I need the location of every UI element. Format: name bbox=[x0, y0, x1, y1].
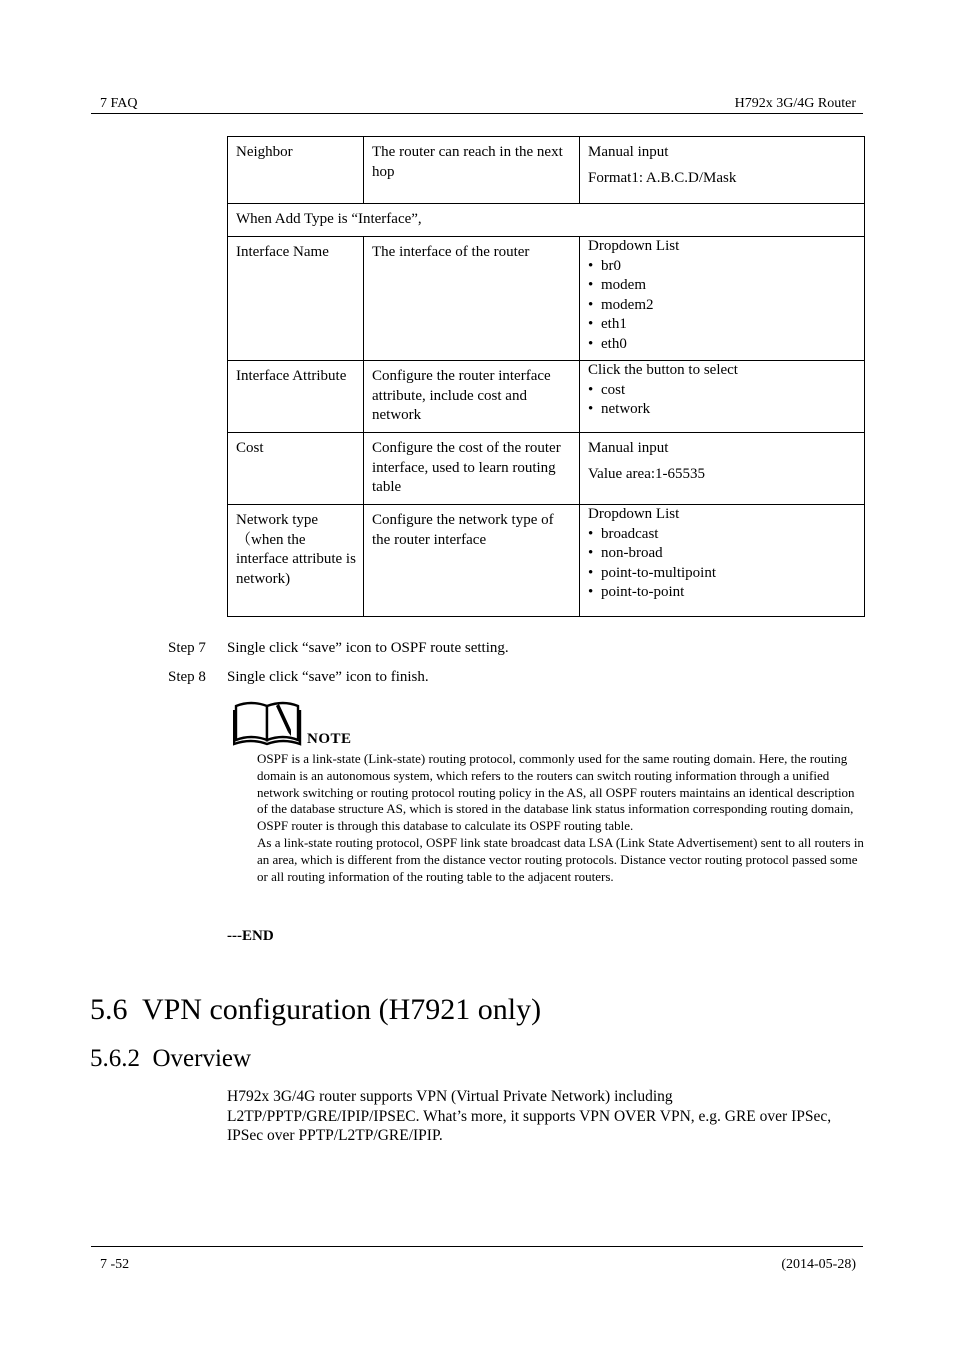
param-desc: Configure the network type of the router interface bbox=[364, 505, 580, 617]
param-value bbox=[580, 137, 865, 204]
param-desc: Configure the cost of the router interface, used to learn routing table bbox=[364, 433, 580, 505]
note-body bbox=[257, 751, 867, 885]
page-number: 7 -52 bbox=[100, 1257, 130, 1272]
table-row bbox=[228, 237, 865, 361]
subsection-heading: 5.6.2 Overview bbox=[90, 1045, 252, 1072]
value-title: Dropdown List bbox=[588, 238, 680, 254]
table-row bbox=[228, 505, 865, 617]
section-heading: 5.6 VPN configuration (H7921 only) bbox=[90, 993, 542, 1026]
param-name: Network type （when the interface attribute is network) bbox=[228, 505, 364, 617]
value-title: Click the button to select bbox=[588, 362, 738, 378]
header-chapter: 7 FAQ bbox=[100, 96, 138, 111]
value-line: Manual input bbox=[588, 440, 669, 456]
overview-paragraph: H792x 3G/4G router supports VPN (Virtual Private Network) including L2TP/PPTP/GRE/IPIP/IPSEC. What’s more, it supports VPN OVER VPN, e.g. GRE over IPSec, IPSec over PPTP/L2TP/GRE/IPIP. bbox=[227, 1088, 832, 1144]
param-desc: The router can reach in the next hop bbox=[364, 137, 580, 204]
header-divider bbox=[91, 113, 863, 114]
param-name: Neighbor bbox=[228, 137, 364, 204]
option-list bbox=[588, 381, 857, 420]
value-line: Value area:1-65535 bbox=[588, 465, 706, 482]
table-row bbox=[228, 361, 865, 433]
list-item: • br0 bbox=[588, 257, 857, 277]
list-item: • modem2 bbox=[588, 296, 857, 316]
value-title: Dropdown List bbox=[588, 506, 680, 522]
end-marker: ---END bbox=[227, 928, 274, 944]
step-text: Single click “save” icon to finish. bbox=[227, 669, 429, 685]
param-name: Interface Name bbox=[228, 237, 364, 361]
section-row: When Add Type is “Interface”, bbox=[228, 204, 865, 237]
list-item: • modem bbox=[588, 276, 857, 296]
list-item: • eth1 bbox=[588, 315, 857, 335]
option-list bbox=[588, 525, 857, 603]
value-line: Format1: A.B.C.D/Mask bbox=[588, 169, 737, 186]
header-product: H792x 3G/4G Router bbox=[734, 96, 856, 111]
param-name: Interface Attribute bbox=[228, 361, 364, 433]
note-icon-label: NOTE bbox=[307, 731, 352, 746]
step-label: Step 8 bbox=[168, 669, 206, 685]
list-item: • network bbox=[588, 400, 857, 420]
note-paragraph: OSPF is a link-state (Link-state) routing protocol, commonly used for the same routing domain. Here, the routing domain is an autonomous system, which refers to the routers can switch routing information through a unified network switching or routing protocol routing policy in the AS, all OSPF routers maintains an identical description of the database structure AS, which is stored in the database link status information corresponding routing domain, OSPF router is through this database to calculate its OSPF routing table. bbox=[257, 751, 855, 834]
option-list bbox=[588, 257, 857, 355]
param-desc: The interface of the router bbox=[364, 237, 580, 361]
step-7 bbox=[168, 640, 509, 657]
list-item: • point-to-multipoint bbox=[588, 564, 857, 584]
step-8 bbox=[168, 669, 429, 686]
list-item: • cost bbox=[588, 381, 857, 401]
document-date: (2014-05-28) bbox=[781, 1257, 856, 1272]
footer-divider bbox=[91, 1246, 863, 1247]
parameter-table bbox=[227, 136, 865, 617]
param-desc: Configure the router interface attribute, include cost and network bbox=[364, 361, 580, 433]
table-row bbox=[228, 433, 865, 505]
value-line: Manual input bbox=[588, 144, 669, 160]
step-text: Single click “save” icon to OSPF route setting. bbox=[227, 640, 509, 656]
table-row bbox=[228, 204, 865, 237]
param-name: Cost bbox=[228, 433, 364, 505]
list-item: • broadcast bbox=[588, 525, 857, 545]
param-value bbox=[580, 361, 865, 433]
note-icon bbox=[233, 700, 357, 746]
list-item: • eth0 bbox=[588, 335, 857, 355]
list-item: • point-to-point bbox=[588, 583, 857, 603]
param-value bbox=[580, 433, 865, 505]
table-row bbox=[228, 137, 865, 204]
step-label: Step 7 bbox=[168, 640, 206, 656]
param-value bbox=[580, 505, 865, 617]
list-item: • non-broad bbox=[588, 544, 857, 564]
param-value bbox=[580, 237, 865, 361]
note-paragraph: As a link-state routing protocol, OSPF link state broadcast data LSA (Link State Advertisement) sent to all routers in an area, which is different from the distance vector routing protocols. Distance vector routing protocol passed some or all routing information of the routing table to the adjacent routers. bbox=[257, 834, 864, 884]
